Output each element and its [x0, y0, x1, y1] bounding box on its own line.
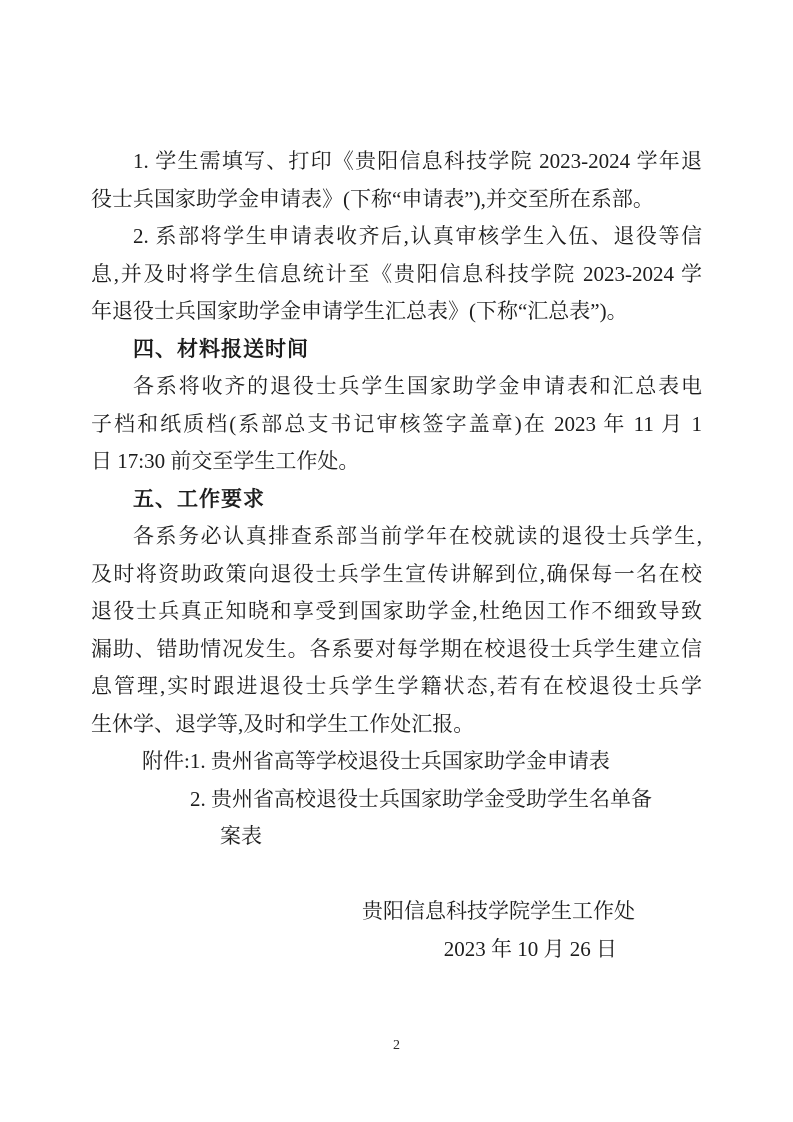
body-text-line: 1. 学生需填写、打印《贵阳信息科技学院 2023-2024 学年退: [133, 149, 702, 173]
body-text-line: 各系将收齐的退役士兵学生国家助学金申请表和汇总表电: [133, 374, 702, 398]
body-text-line: 年退役士兵国家助学金申请学生汇总表》(下称“汇总表”)。: [91, 299, 628, 323]
blank-line: [91, 856, 702, 894]
attachment-line: 附件:1. 贵州省高等学校退役士兵国家助学金申请表: [142, 749, 610, 773]
body-text-line: 子档和纸质档(系部总支书记审核签字盖章)在 2023 年 11 月 1: [91, 411, 702, 436]
section-heading-material-deadline: 四、材料报送时间: [133, 336, 309, 361]
attachment-line: 2. 贵州省高校退役士兵国家助学金受助学生名单备: [190, 786, 652, 811]
body-text-line: 日 17:30 前交至学生工作处。: [91, 449, 360, 473]
document-body: [91, 143, 702, 968]
body-text-line: 息管理,实时跟进退役士兵学生学籍状态,若有在校退役士兵学: [91, 674, 702, 698]
body-text-line: 役士兵国家助学金申请表》(下称“申请表”),并交至所在系部。: [91, 186, 654, 211]
signature-org: 贵阳信息科技学院学生工作处: [362, 899, 635, 923]
body-text-line: 息,并及时将学生信息统计至《贵阳信息科技学院 2023-2024 学: [91, 261, 702, 286]
body-text-line: 及时将资助政策向退役士兵学生宣传讲解到位,确保每一名在校: [91, 561, 702, 586]
body-text-line: 各系务必认真排查系部当前学年在校就读的退役士兵学生,: [133, 524, 702, 548]
page-number: 2: [393, 1038, 400, 1053]
section-heading-work-requirements: 五、工作要求: [133, 486, 265, 511]
attachment-line: 案表: [220, 824, 262, 848]
signature-date: 2023 年 10 月 26 日: [443, 936, 617, 961]
body-text-line: 2. 系部将学生申请表收齐后,认真审核学生入伍、退役等信: [133, 224, 702, 248]
body-text-line: 生休学、退学等,及时和学生工作处汇报。: [91, 711, 475, 736]
body-text-line: 退役士兵真正知晓和享受到国家助学金,杜绝因工作不细致导致: [91, 599, 702, 623]
body-text-line: 漏助、错助情况发生。各系要对每学期在校退役士兵学生建立信: [91, 636, 702, 661]
